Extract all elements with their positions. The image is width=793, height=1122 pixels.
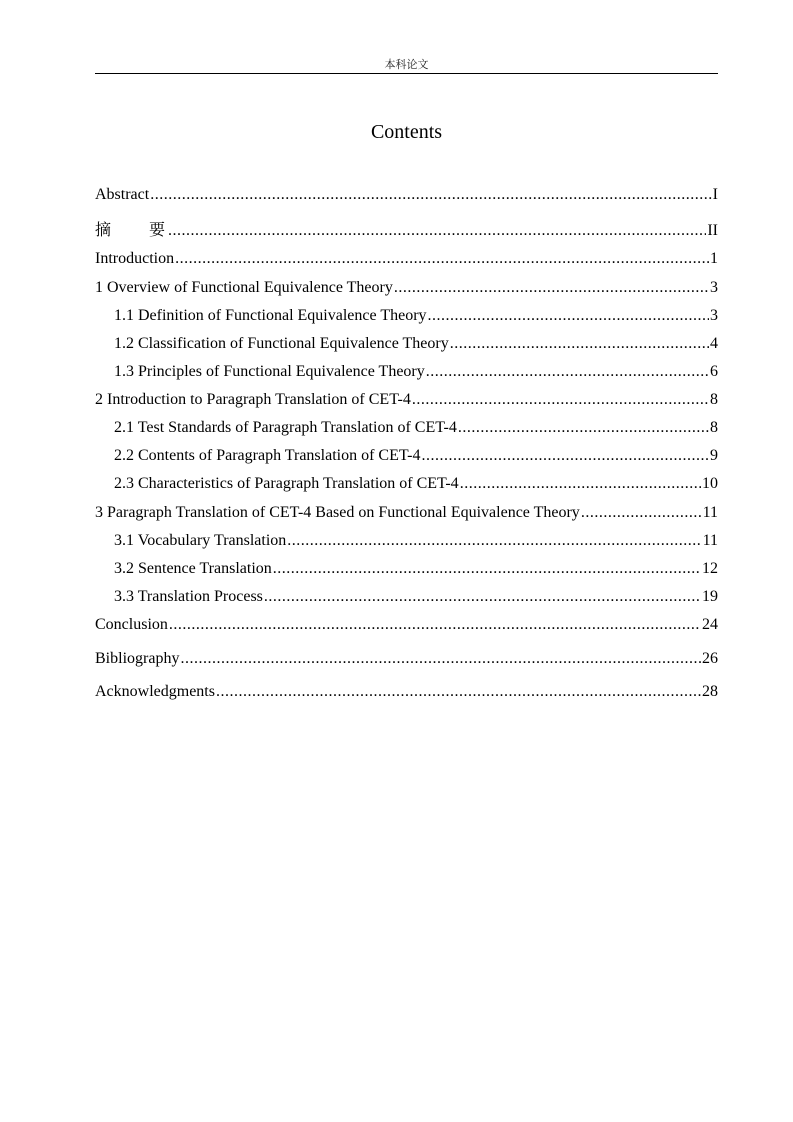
- toc-entry-section-2-1[interactable]: [114, 417, 718, 439]
- toc-entry-section-1-1[interactable]: [114, 305, 718, 327]
- dot-leader: [460, 473, 701, 495]
- dot-leader: [175, 248, 709, 270]
- toc-entry-section-3-1[interactable]: [114, 530, 718, 552]
- dot-leader: [169, 614, 701, 636]
- header-rule: [95, 73, 718, 74]
- toc-entry-label: 3.3 Translation Process: [114, 588, 263, 605]
- toc-entry-label: 摘 要: [95, 220, 168, 239]
- toc-entry-page: I: [712, 186, 718, 203]
- toc-entry-section-1-3[interactable]: [114, 361, 718, 383]
- toc-entry-abstract[interactable]: [95, 184, 718, 206]
- dot-leader: [168, 220, 706, 242]
- dot-leader: [426, 361, 709, 383]
- toc-entry-label: 2.3 Characteristics of Paragraph Translation of CET-4: [114, 475, 459, 492]
- toc-entry-label: Introduction: [95, 250, 175, 267]
- toc-entry-page: 10: [702, 475, 718, 492]
- dot-leader: [412, 389, 709, 411]
- dot-leader: [394, 277, 709, 299]
- toc-entry-label: 3.2 Sentence Translation: [114, 560, 272, 577]
- dot-leader: [150, 184, 711, 206]
- toc-entry-page: 1: [710, 250, 718, 267]
- toc-entry-page: 28: [702, 683, 718, 700]
- toc-entry-introduction[interactable]: [95, 248, 718, 270]
- dot-leader: [450, 333, 709, 355]
- toc-entry-label: Bibliography: [95, 650, 180, 667]
- toc-entry-label: Acknowledgments: [95, 683, 215, 700]
- dot-leader: [458, 417, 709, 439]
- dot-leader: [581, 502, 702, 524]
- toc-entry-page: 26: [702, 650, 718, 667]
- toc-entry-page: 11: [702, 532, 718, 549]
- toc-entry-label: 2.1 Test Standards of Paragraph Translation of CET-4: [114, 419, 457, 436]
- toc-entry-section-1-2[interactable]: [114, 333, 718, 355]
- running-header: 本科论文: [384, 58, 429, 71]
- toc-entry-page: 8: [710, 391, 718, 408]
- toc-entry-label: 3 Paragraph Translation of CET-4 Based on Functional Equivalence Theory: [95, 504, 580, 521]
- toc-entry-section-2-2[interactable]: [114, 445, 718, 467]
- toc-entry-page: 9: [710, 447, 718, 464]
- toc-entry-page: 3: [710, 279, 718, 296]
- toc-entry-page: 24: [702, 616, 718, 633]
- toc-entry-page: 4: [710, 335, 718, 352]
- dot-leader: [428, 305, 709, 327]
- toc-entry-bibliography[interactable]: [95, 648, 718, 670]
- dot-leader: [273, 558, 701, 580]
- toc-entry-page: 3: [710, 307, 718, 324]
- toc-entry-page: 6: [710, 363, 718, 380]
- toc-entry-label: 3.1 Vocabulary Translation: [114, 532, 287, 549]
- toc-entry-conclusion[interactable]: [95, 614, 718, 636]
- toc-entry-section-3-2[interactable]: [114, 558, 718, 580]
- toc-title: Contents: [370, 121, 443, 143]
- toc-entry-label: Abstract: [95, 186, 150, 203]
- toc-entry-acknowledgments[interactable]: [95, 681, 718, 703]
- toc-entry-page: 11: [702, 504, 718, 521]
- toc-entry-page: 8: [710, 419, 718, 436]
- dot-leader: [216, 681, 701, 703]
- toc-entry-section-2-3[interactable]: [114, 473, 718, 495]
- toc-entry-chinese-abstract[interactable]: [95, 219, 718, 241]
- toc-entry-label: 1.1 Definition of Functional Equivalence Theory: [114, 307, 427, 324]
- toc-entry-label: 1 Overview of Functional Equivalence Theory: [95, 279, 393, 296]
- toc-entry-label: 2.2 Contents of Paragraph Translation of CET-4: [114, 447, 421, 464]
- toc-entry-chapter-1[interactable]: [95, 277, 718, 299]
- dot-leader: [180, 648, 701, 670]
- dot-leader: [287, 530, 701, 552]
- toc-entry-label: Conclusion: [95, 616, 168, 633]
- dot-leader: [422, 445, 710, 467]
- toc-entry-page: 12: [702, 560, 718, 577]
- toc-entry-label: 1.3 Principles of Functional Equivalence Theory: [114, 363, 425, 380]
- dot-leader: [264, 586, 701, 608]
- toc-entry-label: 1.2 Classification of Functional Equivalence Theory: [114, 335, 449, 352]
- toc-entry-page: II: [707, 222, 718, 239]
- toc-entry-page: 19: [702, 588, 718, 605]
- toc-entry-chapter-3[interactable]: [95, 502, 718, 524]
- toc-entry-section-3-3[interactable]: [114, 586, 718, 608]
- toc-entry-label: 2 Introduction to Paragraph Translation of CET-4: [95, 391, 411, 408]
- toc-entry-chapter-2[interactable]: [95, 389, 718, 411]
